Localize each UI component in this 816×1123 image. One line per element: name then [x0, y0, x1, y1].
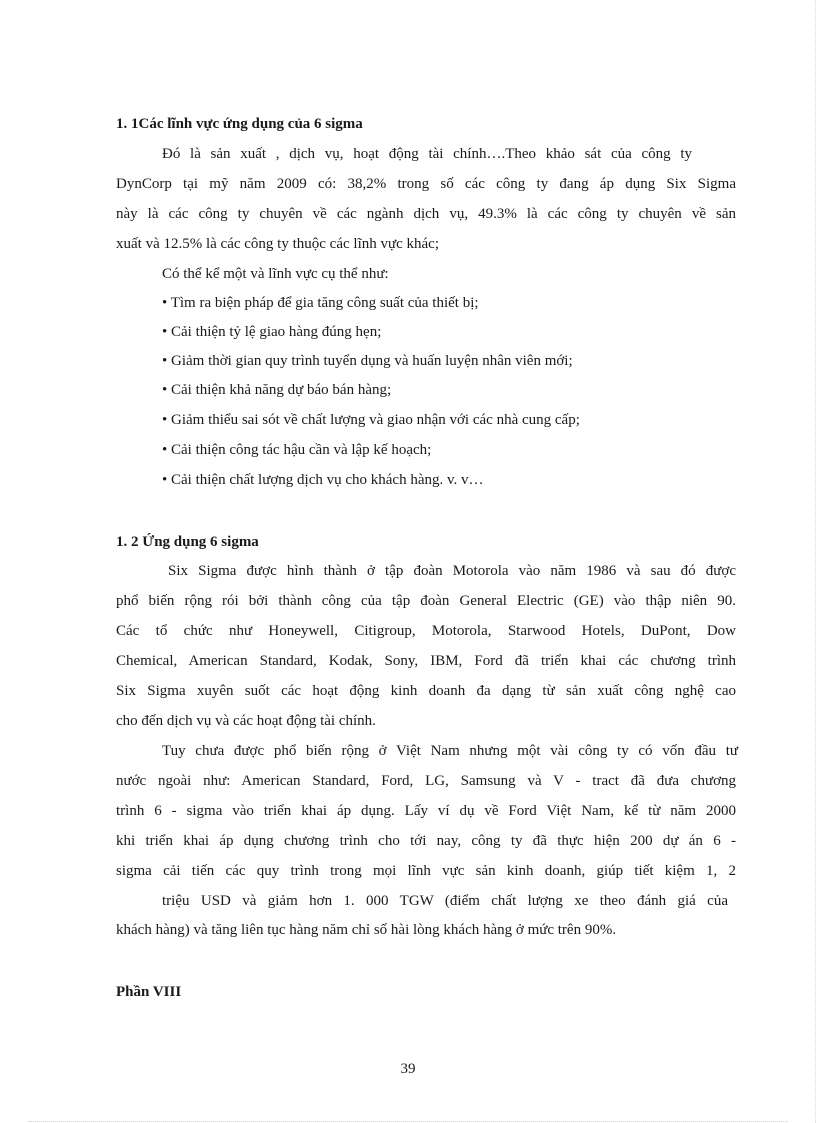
paragraph-line: trình 6 - sigma vào triển khai áp dụng. Lấy ví dụ về Ford Việt Nam, kể từ năm 2000: [116, 803, 736, 819]
paragraph-line: cho đến dịch vụ và các hoạt động tài chính.: [116, 713, 376, 729]
bullet-item: • Cải thiện tỷ lệ giao hàng đúng hẹn;: [162, 324, 382, 340]
paragraph-line: Chemical, American Standard, Kodak, Sony, IBM, Ford đã triển khai các chương trình: [116, 653, 736, 669]
paragraph-line: Six Sigma được hình thành ở tập đoàn Motorola vào năm 1986 và sau đó được: [168, 563, 736, 579]
bullet-item: • Tìm ra biện pháp để gia tăng công suất của thiết bị;: [162, 295, 479, 311]
bullet-item: • Giảm thời gian quy trình tuyển dụng và huấn luyện nhân viên mới;: [162, 353, 573, 369]
list-intro: Có thể kể một và lĩnh vực cụ thể như:: [162, 266, 389, 282]
paragraph-line: triệu USD và giảm hơn 1. 000 TGW (điểm chất lượng xe theo đánh giá của: [162, 893, 728, 909]
paragraph-line: xuất và 12.5% là các công ty thuộc các lĩnh vực khác;: [116, 236, 440, 252]
bullet-item: • Cải thiện chất lượng dịch vụ cho khách hàng. v. v…: [162, 472, 484, 488]
bullet-item: • Giảm thiểu sai sót về chất lượng và giao nhận với các nhà cung cấp;: [162, 412, 580, 428]
page-bottom-border: [28, 1121, 788, 1122]
paragraph-line: nước ngoài như: American Standard, Ford, LG, Samsung và V - tract đã đưa chương: [116, 773, 736, 789]
paragraph-line: DynCorp tại mỹ năm 2009 có: 38,2% trong số các công ty đang áp dụng Six Sigma: [116, 176, 736, 192]
paragraph-line: sigma cải tiến các quy trình trong mọi lĩnh vực sản kinh doanh, giúp tiết kiệm 1, 2: [116, 863, 736, 879]
paragraph-line: khách hàng) và tăng liên tục hàng năm chỉ số hài lòng khách hàng ở mức trên 90%.: [116, 922, 617, 938]
part-heading: Phần VIII: [116, 984, 182, 1000]
paragraph-line: phổ biến rộng rói bởi thành công của tập đoàn General Electric (GE) vào thập niên 90.: [116, 593, 736, 609]
paragraph-line: Six Sigma xuyên suốt các hoạt động kinh doanh đa dạng từ sản xuất công nghệ cao: [116, 683, 736, 699]
section-heading-1-1: 1. 1Các lĩnh vực ứng dụng của 6 sigma: [116, 116, 363, 132]
paragraph-line: Các tổ chức như Honeywell, Citigroup, Motorola, Starwood Hotels, DuPont, Dow: [116, 623, 736, 639]
page-number: 39: [400, 1061, 416, 1077]
paragraph-line: Đó là sản xuất , dịch vụ, hoạt động tài chính….Theo khảo sát của công ty: [162, 146, 692, 162]
paragraph-line: này là các công ty chuyên về các ngành dịch vụ, 49.3% là các công ty chuyên về sản: [116, 206, 736, 222]
paragraph-line: Tuy chưa được phổ biến rộng ở Việt Nam nhưng một vài công ty có vốn đầu tư: [162, 743, 738, 759]
paragraph-line: khi triển khai áp dụng chương trình cho tới nay, công ty đã thực hiện 200 dự án 6 -: [116, 833, 736, 849]
section-heading-1-2: 1. 2 Ứng dụng 6 sigma: [116, 534, 259, 550]
bullet-item: • Cải thiện công tác hậu cần và lập kế hoạch;: [162, 442, 432, 458]
bullet-item: • Cải thiện khả năng dự báo bán hàng;: [162, 382, 392, 398]
